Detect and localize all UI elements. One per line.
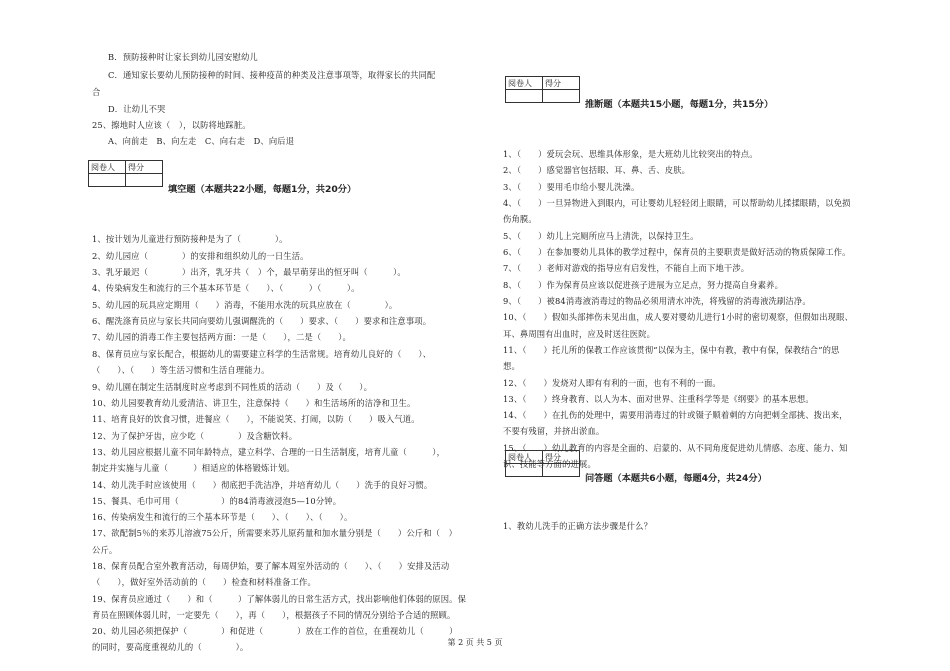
section-title: 推断题（本题共15小题，每题1分，共15分） — [585, 99, 774, 110]
score-box-label: 得分 — [126, 161, 163, 174]
fill-question: 公斤。 — [92, 545, 118, 555]
score-box-label: 阅卷人 — [506, 451, 543, 464]
judge-question: 8、（ ）作为保育员应该以促进孩子进展为立足点，努力提高自身素养。 — [503, 280, 784, 290]
score-box-label: 得分 — [543, 451, 580, 464]
fill-question: 12、为了保护牙齿，应少吃（ ）及含糖饮料。 — [92, 431, 298, 441]
fill-question: 育员在照顾体弱儿时，一定要先（ ），再（ ），根据孩子不同的情况分别给予合适的照顾。 — [92, 610, 456, 620]
fill-question: 8、保育员应与家长配合，根据幼儿的需要建立科学的生活常规。培育幼儿良好的（ ）、 — [92, 349, 432, 359]
fill-question: 6、醒洗涤育员应与家长共同向要幼儿强调醒洗的（ ）要求、（ ）要求和注意事项。 — [92, 316, 432, 326]
score-box-cell — [543, 90, 580, 103]
judge-question: 12、（ ）发烧对人即有有利的一面，也有不利的一面。 — [503, 378, 721, 388]
fill-question: 制定并实施与儿童（ ）相适应的体格锻炼计划。 — [92, 463, 295, 473]
judge-question: 伤角膜。 — [503, 214, 537, 224]
judge-question: 7、（ ）老师对游戏的指导应有启发性，不能自上而下地干涉。 — [503, 263, 750, 273]
fill-question: 4、传染病发生和流行的三个基本环节是（ ）、（ ）（ ）。 — [92, 283, 360, 293]
fill-question: 20、幼儿园必须把保护（ ）和促进（ ）放在工作的首位，在重视幼儿（ ） — [92, 626, 458, 636]
score-box-label: 阅卷人 — [506, 77, 543, 90]
fill-question: 19、保育员应通过（ ）和（ ）了解体弱儿的日常生活方式，找出影响他们体弱的原因。保 — [92, 594, 467, 604]
score-box-cell — [506, 90, 543, 103]
fill-question: 2、幼儿园应（ ）的安排和组织幼儿的一日生活。 — [92, 251, 309, 261]
judge-question: 5、（ ）幼儿上完厕所应马上清洗，以保持卫生。 — [503, 231, 699, 241]
score-box — [88, 160, 163, 187]
option-line: B．预防接种时让家长到幼儿园安慰幼儿 — [108, 52, 258, 62]
judge-question: 11、（ ）托儿所的保教工作应该贯彻“以保为主，保中有教，教中有保，保教结合”的思 — [503, 345, 840, 355]
option-line: 合 — [92, 87, 101, 97]
score-box-cell — [126, 174, 163, 187]
judge-question: 识、技能等方面的进展。 — [503, 459, 596, 469]
judge-question: 15、（ ）幼儿教育的内容是全面的、启蒙的、从不同角度促进幼儿情感、态度、能力、知 — [503, 443, 848, 453]
fill-question: （ ），做好室外活动前的（ ）检查和材料准备工作。 — [92, 577, 316, 587]
fill-question: 17、欲配制5％的来苏儿溶液75公斤，所需要来苏儿原药量和加水量分别是（ ）公斤和（ ） — [92, 528, 458, 538]
judge-question: 9、（ ）被84消毒液消毒过的物品必须用清水冲洗，将残留的消毒液洗刷洁净。 — [503, 296, 811, 306]
question-line: 25、擦地时人应该（ ），以防将地踩脏。 — [92, 120, 251, 130]
judge-question: 3、（ ）要用毛巾给小婴儿洗澡。 — [503, 182, 640, 192]
judge-question: 1、（ ）爱玩会玩、思维具体形象，是大班幼儿比较突出的特点。 — [503, 149, 758, 159]
fill-question: 18、保育员配合室外教育活动，每周伊始，要了解本周室外活动的（ ）、（ ）安排及活动 — [92, 561, 450, 571]
fill-question: 1、按计划为儿童进行预防接种是为了（ ）。 — [92, 234, 288, 244]
fill-question: 16、传染病发生和流行的三个基本环节是（ ）、（ ）、（ ）。 — [92, 512, 353, 522]
score-box-cell — [506, 464, 543, 477]
option-line: A、向前走 B、向左走 C、向右走 D、向后退 — [108, 136, 295, 146]
section-title: 问答题（本题共6小题，每题4分，共24分） — [585, 473, 767, 484]
fill-question: 11、培育良好的饮食习惯，进餐应（ ），不能说笑、打闹，以防（ ）吸入气道。 — [92, 414, 420, 424]
judge-question: 耳、鼻周围有出血时，应及时送往医院。 — [503, 329, 656, 339]
judge-question: 想。 — [503, 361, 520, 371]
fill-question: 的同时，要高度重视幼儿的（ ）。 — [92, 642, 249, 652]
fill-question: 9、幼儿園在制定生活制度时应考虑到不同性质的活动（ ）及（ ）。 — [92, 382, 373, 392]
score-box — [505, 76, 580, 103]
fill-question: 15、餐具、毛巾可用（ ）的84消毒液浸泡5—10分钟。 — [92, 496, 342, 506]
judge-question: 6、（ ）在参加婴幼儿具体的教学过程中，保育员的主要职责是做好活动的物质保障工作。 — [503, 247, 851, 257]
score-box-cell — [543, 464, 580, 477]
fill-question: （ ）、（ ）等生活习惯和生活自理能力。 — [92, 365, 270, 375]
judge-question: 不要有残留，并挤出淤血。 — [503, 426, 605, 436]
judge-question: 14、（ ）在扎伤的处理中，需要用消毒过的针或镊子顺着刺的方向把刺全部挑、拨出来， — [503, 410, 848, 420]
score-box-label: 阅卷人 — [89, 161, 126, 174]
judge-question: 10、（ ）假如头部摔伤未见出血，成人要对婴幼儿进行1小时的密切观察，但假如出现眼、 — [503, 312, 854, 322]
judge-question: 2、（ ）感觉器官包括眼、耳、鼻、舌、皮肤。 — [503, 165, 691, 175]
fill-question: 7、幼儿园的消毒工作主要包括两方面：一是（ ），二是（ ）。 — [92, 332, 351, 342]
qa-question: 1、教幼儿洗手的正确方法步骤是什么？ — [503, 521, 653, 531]
score-box-cell — [89, 174, 126, 187]
fill-question: 10、幼儿园要教育幼儿爱清洁、讲卫生，注意保持（ ）和生活场所的洁净和卫生。 — [92, 398, 416, 408]
judge-question: 13、（ ）终身教育、以人为本、面对世界、注重科学等是《纲要》的基本思想。 — [503, 394, 814, 404]
score-box-label: 得分 — [543, 77, 580, 90]
fill-question: 3、乳牙最迟（ ）出齐，乳牙共（ ）个，最早萌芽出的恒牙叫（ ）。 — [92, 267, 406, 277]
fill-question: 14、幼儿洗手时应该使用（ ）彻底把手洗洁净，并培育幼儿（ ）洗手的良好习惯。 — [92, 480, 433, 490]
option-line: C．通知家长要幼儿预防接种的时间、接种疫苗的种类及注意事项等，取得家长的共同配 — [108, 70, 436, 80]
section-title: 填空题（本题共22小题，每题1分，共20分） — [168, 184, 357, 195]
score-box — [505, 450, 580, 477]
fill-question: 13、幼儿园应根据儿童不同年龄特点，建立科学、合理的一日生活制度，培育儿童（ ）， — [92, 447, 446, 457]
option-line: D．让幼儿不哭 — [108, 104, 166, 114]
judge-question: 4、（ ）一旦异物进入到眼内，可让婴幼儿轻轻闭上眼睛，可以帮助幼儿揉揉眼睛，以免损 — [503, 198, 851, 208]
fill-question: 5、幼儿园的玩具应定期用（ ）消毒，不能用水洗的玩具应放在（ ）。 — [92, 300, 398, 310]
page-footer: 第 2 页 共 5 页 — [447, 638, 503, 647]
